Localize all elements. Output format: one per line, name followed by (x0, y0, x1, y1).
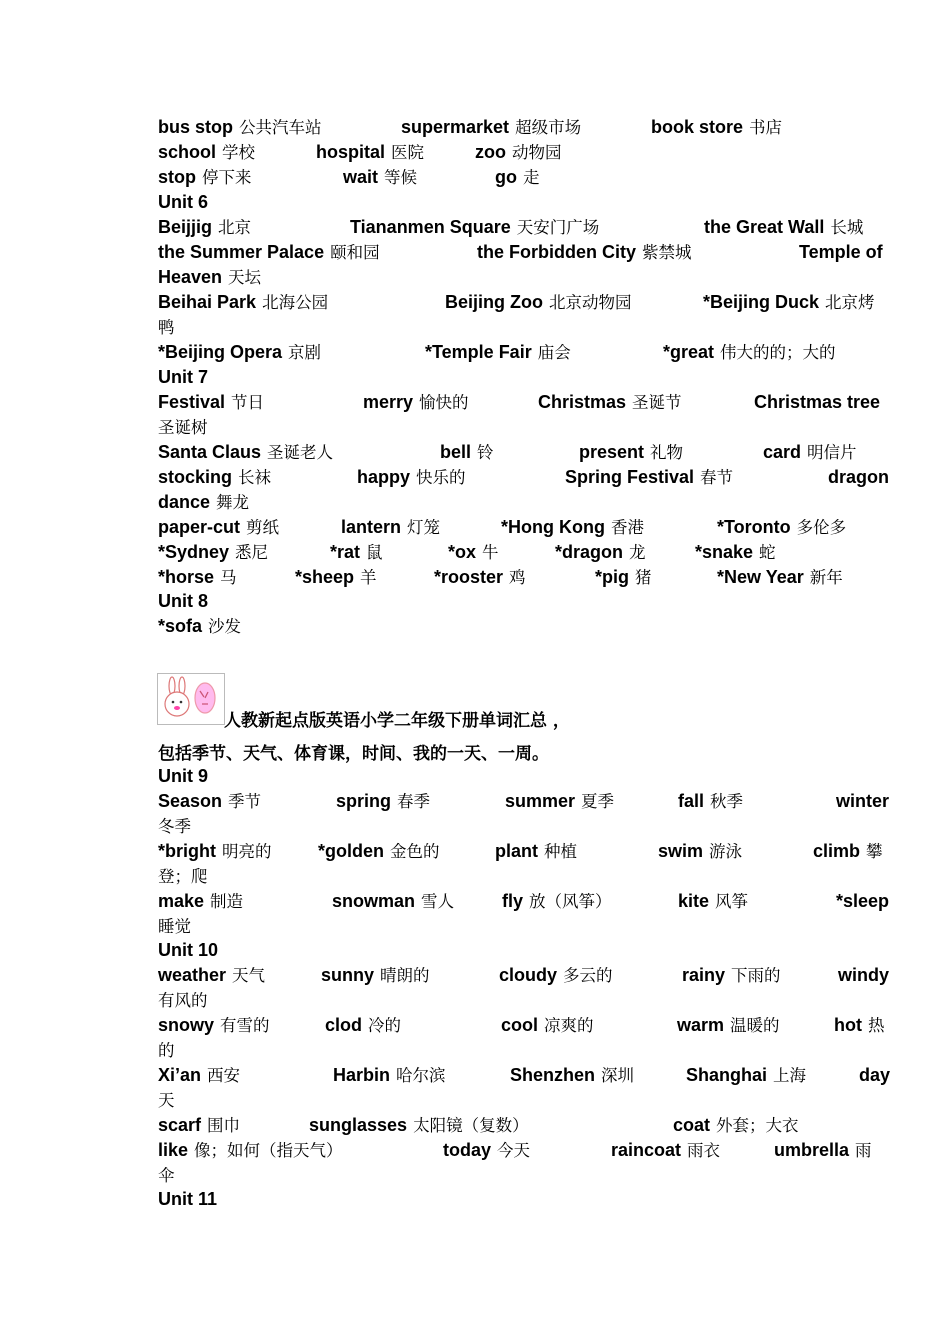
english-word: *great (663, 342, 715, 362)
english-word: sunny (321, 965, 375, 985)
chinese-meaning: 像；如何（指天气） (194, 1141, 343, 1160)
english-word: snowy (158, 1015, 215, 1035)
chinese-meaning: 长袜 (238, 468, 272, 487)
english-word: Beijjig (158, 217, 213, 237)
english-word: *sleep (836, 891, 890, 911)
chinese-meaning: 学校 (222, 143, 256, 162)
chinese-meaning: 新年 (809, 568, 843, 587)
vocab-entry (834, 1013, 884, 1038)
vocab-entry (316, 140, 424, 165)
vocab-entry (611, 1138, 720, 1163)
unit-heading: Unit 6 (158, 192, 209, 212)
vocab-entry (682, 963, 781, 988)
chinese-meaning: 金色的 (390, 842, 440, 861)
chinese-meaning: 雪人 (421, 892, 455, 911)
chinese-meaning: 下雨的 (731, 966, 781, 985)
vocab-entry (325, 1013, 401, 1038)
vocab-entry (678, 789, 743, 814)
english-word: Tiananmen Square (350, 217, 511, 237)
chinese-meaning: 等候 (384, 168, 418, 187)
english-word: kite (678, 891, 710, 911)
vocab-entry (828, 465, 889, 490)
chinese-meaning: 悉尼 (235, 543, 269, 562)
english-word: *horse (158, 567, 215, 587)
vocab-entry (158, 614, 241, 639)
chinese-meaning: 伞 (158, 1166, 175, 1185)
vocab-entry (445, 290, 632, 315)
english-word: *New Year (717, 567, 804, 587)
vocab-entry (158, 440, 333, 465)
english-word: Santa Claus (158, 442, 262, 462)
vocab-entry (475, 140, 562, 165)
vocab-entry (813, 839, 883, 864)
english-word: present (579, 442, 645, 462)
vocab-entry (158, 515, 279, 540)
english-word: the Summer Palace (158, 242, 325, 262)
vocab-entry (333, 1063, 446, 1088)
english-word: hospital (316, 142, 386, 162)
chinese-meaning: 鼠 (366, 543, 383, 562)
english-word: clod (325, 1015, 363, 1035)
vocab-entry (495, 839, 577, 864)
section-title: 人教新起点版英语小学二年级下册单词汇总 ， (224, 711, 570, 731)
vocab-entry (499, 963, 613, 988)
vocab-entry (695, 540, 776, 565)
english-word: Season (158, 791, 223, 811)
chinese-meaning: 春季 (397, 792, 431, 811)
vocab-entry (579, 440, 683, 465)
vocab-entry (158, 290, 328, 315)
vocab-entry (505, 789, 614, 814)
chinese-meaning: 愉快的 (419, 393, 469, 412)
vocab-entry (673, 1113, 799, 1138)
chinese-meaning: 礼物 (650, 443, 684, 462)
chinese-meaning: 温暖的 (730, 1016, 780, 1035)
english-word: *golden (318, 841, 384, 861)
chinese-meaning: 北京 (218, 218, 252, 237)
english-word: school (158, 142, 217, 162)
chinese-meaning: 天安门广场 (516, 218, 600, 237)
english-word: bus stop (158, 117, 233, 137)
chinese-meaning: 春节 (700, 468, 734, 487)
vocab-entry (836, 889, 889, 914)
chinese-meaning: 京剧 (288, 343, 322, 362)
english-word: card (763, 442, 802, 462)
unit-heading: Unit 8 (158, 591, 209, 611)
vocab-entry (704, 215, 863, 240)
unit-heading: Unit 10 (158, 940, 219, 960)
chinese-meaning: 圣诞树 (158, 418, 208, 437)
vocab-entry (158, 1063, 240, 1088)
vocab-entry (158, 540, 268, 565)
chinese-meaning: 攀 (866, 842, 883, 861)
vocab-entry (321, 963, 430, 988)
vocab-entry (341, 515, 440, 540)
vocab-entry (158, 889, 243, 914)
vocab-entry (332, 889, 454, 914)
english-word: fall (678, 791, 705, 811)
english-word: *Temple Fair (425, 342, 532, 362)
chinese-meaning: 天 (158, 1091, 175, 1110)
english-word: the Forbidden City (477, 242, 636, 262)
vocab-entry (158, 1038, 175, 1063)
english-word: *snake (695, 542, 754, 562)
english-word: stocking (158, 467, 233, 487)
vocab-entry (658, 839, 742, 864)
english-word: Xi’an (158, 1065, 202, 1085)
english-word: happy (357, 467, 411, 487)
chinese-meaning: 天气 (232, 966, 266, 985)
english-word: *Beijing Opera (158, 342, 283, 362)
english-word: dragon (828, 467, 889, 487)
rabbit-logo-icon (157, 673, 225, 725)
english-word: plant (495, 841, 538, 861)
vocab-entry (158, 140, 255, 165)
unit-heading: Unit 9 (158, 766, 209, 786)
chinese-meaning: 制造 (210, 892, 244, 911)
vocab-entry (158, 240, 380, 265)
english-word: the Great Wall (704, 217, 825, 237)
english-word: Beihai Park (158, 292, 257, 312)
vocab-entry (859, 1063, 890, 1088)
english-word: *sofa (158, 616, 203, 636)
vocab-entry (510, 1063, 634, 1088)
chinese-meaning: 放（风筝） (529, 892, 612, 911)
chinese-meaning: 上海 (773, 1066, 807, 1085)
chinese-meaning: 种植 (544, 842, 577, 861)
chinese-meaning: 围巾 (207, 1116, 241, 1135)
chinese-meaning: 凉爽的 (544, 1016, 594, 1035)
english-word: *sheep (295, 567, 355, 587)
chinese-meaning: 走 (523, 168, 540, 187)
chinese-meaning: 登；爬 (158, 867, 208, 886)
vocab-entry (555, 540, 646, 565)
english-word: cloudy (499, 965, 558, 985)
vocab-entry (799, 240, 883, 265)
vocab-entry (443, 1138, 530, 1163)
chinese-meaning: 秋季 (710, 792, 744, 811)
english-word: scarf (158, 1115, 202, 1135)
vocab-entry (343, 165, 417, 190)
english-word: *rat (330, 542, 361, 562)
vocab-entry (440, 440, 494, 465)
chinese-meaning: 长城 (830, 218, 864, 237)
english-word: sunglasses (309, 1115, 408, 1135)
chinese-meaning: 铃 (477, 443, 494, 462)
chinese-meaning: 庙会 (537, 343, 571, 362)
english-word: Shenzhen (510, 1065, 596, 1085)
vocab-entry (158, 1138, 343, 1163)
vocab-entry (717, 515, 846, 540)
chinese-meaning: 深圳 (601, 1066, 635, 1085)
english-word: *Sydney (158, 542, 230, 562)
chinese-meaning: 医院 (391, 143, 425, 162)
chinese-meaning: 冷的 (368, 1016, 402, 1035)
vocab-entry (158, 988, 208, 1013)
vocab-entry (495, 165, 540, 190)
chinese-meaning: 北京烤 (825, 293, 875, 312)
vocab-entry (158, 490, 249, 515)
english-word: zoo (475, 142, 506, 162)
chinese-meaning: 风筝 (715, 892, 749, 911)
vocab-entry (595, 565, 652, 590)
chinese-meaning: 冬季 (158, 817, 191, 836)
english-word: *Hong Kong (501, 517, 605, 537)
english-word: cool (501, 1015, 539, 1035)
english-word: warm (677, 1015, 725, 1035)
english-word: winter (836, 791, 890, 811)
vocab-entry (425, 340, 571, 365)
chinese-meaning: 香港 (610, 518, 644, 537)
vocab-entry (663, 340, 836, 365)
vocab-entry (501, 1013, 594, 1038)
english-word: dance (158, 492, 211, 512)
english-word: stop (158, 167, 196, 187)
chinese-meaning: 马 (220, 568, 237, 587)
english-word: make (158, 891, 205, 911)
vocab-entry (158, 963, 265, 988)
english-word: summer (505, 791, 576, 811)
english-word: merry (363, 392, 414, 412)
vocab-entry (357, 465, 466, 490)
unit-heading: Unit 11 (158, 1189, 218, 1209)
vocab-entry (434, 565, 526, 590)
vocab-entry (686, 1063, 806, 1088)
english-word: *Beijing Duck (703, 292, 820, 312)
chinese-meaning: 颐和园 (330, 243, 380, 262)
vocab-entry (158, 1088, 175, 1113)
chinese-meaning: 鸭 (158, 318, 175, 337)
english-word: Beijing Zoo (445, 292, 543, 312)
chinese-meaning: 圣诞节 (632, 393, 682, 412)
chinese-meaning: 伟大的的；大的 (720, 343, 836, 362)
vocab-entry (295, 565, 377, 590)
english-word: *ox (448, 542, 477, 562)
vocab-entry (678, 889, 748, 914)
chinese-meaning: 天坛 (228, 268, 262, 287)
vocab-entry (158, 115, 322, 140)
chinese-meaning: 蛇 (759, 543, 776, 562)
vocab-entry (158, 914, 191, 939)
chinese-meaning: 热 (867, 1016, 885, 1035)
chinese-meaning: 羊 (360, 568, 377, 587)
chinese-meaning: 舞龙 (216, 493, 250, 512)
chinese-meaning: 灯笼 (407, 518, 441, 537)
chinese-meaning: 超级市场 (515, 118, 582, 137)
vocab-entry (838, 963, 889, 988)
chinese-meaning: 沙发 (208, 617, 242, 636)
english-word: spring (336, 791, 392, 811)
chinese-meaning: 动物园 (512, 143, 562, 162)
vocab-entry (401, 115, 581, 140)
english-word: rainy (682, 965, 726, 985)
english-word: paper-cut (158, 517, 241, 537)
english-word: Harbin (333, 1065, 391, 1085)
vocab-entry (502, 889, 612, 914)
vocab-entry (158, 315, 175, 340)
english-word: coat (673, 1115, 711, 1135)
chinese-meaning: 猪 (635, 568, 652, 587)
english-word: Shanghai (686, 1065, 768, 1085)
vocab-entry (158, 814, 191, 839)
english-word: fly (502, 891, 524, 911)
vocab-entry (158, 165, 252, 190)
chinese-meaning: 多伦多 (796, 518, 847, 537)
english-word: bell (440, 442, 472, 462)
english-word: Christmas tree (754, 392, 881, 412)
english-word: lantern (341, 517, 402, 537)
vocab-entry (318, 839, 440, 864)
english-word: like (158, 1140, 189, 1160)
vocab-entry (158, 1013, 270, 1038)
vocab-entry (158, 565, 237, 590)
vocab-entry (309, 1113, 529, 1138)
chinese-meaning: 公共汽车站 (239, 118, 322, 137)
vocab-entry (158, 1113, 240, 1138)
vocab-entry (477, 240, 692, 265)
vocab-entry (158, 465, 271, 490)
english-word: Christmas (538, 392, 627, 412)
english-word: Temple of (799, 242, 883, 262)
vocab-entry (836, 789, 889, 814)
vocab-entry (754, 390, 880, 415)
chinese-meaning: 太阳镜（复数） (413, 1116, 529, 1135)
chinese-meaning: 明信片 (807, 443, 857, 462)
chinese-meaning: 明亮的 (222, 842, 272, 861)
vocab-entry (158, 1163, 175, 1188)
chinese-meaning: 睡觉 (158, 917, 191, 936)
chinese-meaning: 鸡 (509, 568, 526, 587)
english-word: climb (813, 841, 861, 861)
english-word: snowman (332, 891, 416, 911)
vocab-entry (336, 789, 430, 814)
chinese-meaning: 哈尔滨 (396, 1066, 446, 1085)
chinese-meaning: 的 (158, 1041, 175, 1060)
english-word: go (495, 167, 517, 187)
chinese-meaning: 西安 (207, 1066, 241, 1085)
chinese-meaning: 有雪的 (220, 1016, 270, 1035)
vocab-entry (363, 390, 469, 415)
section-subtitle: 包括季节、天气、体育课，时间、我的一天、一周。 (158, 744, 549, 764)
english-word: weather (158, 965, 227, 985)
english-word: raincoat (611, 1140, 682, 1160)
english-word: wait (343, 167, 379, 187)
english-word: *pig (595, 567, 629, 587)
english-word: hot (834, 1015, 862, 1035)
chinese-meaning: 节日 (231, 393, 265, 412)
chinese-meaning: 北京动物园 (549, 293, 632, 312)
english-word: swim (658, 841, 704, 861)
english-word: supermarket (401, 117, 510, 137)
vocab-entry (565, 465, 733, 490)
chinese-meaning: 今天 (497, 1141, 531, 1160)
chinese-meaning: 雨 (855, 1141, 872, 1160)
chinese-meaning: 紫禁城 (642, 243, 692, 262)
chinese-meaning: 季节 (228, 792, 262, 811)
vocab-entry (677, 1013, 780, 1038)
english-word: windy (838, 965, 890, 985)
chinese-meaning: 停下来 (202, 168, 252, 187)
english-word: *Toronto (717, 517, 791, 537)
english-word: day (859, 1065, 891, 1085)
chinese-meaning: 书店 (749, 118, 783, 137)
vocab-entry (501, 515, 644, 540)
chinese-meaning: 有风的 (158, 991, 208, 1010)
chinese-meaning: 快乐的 (416, 468, 466, 487)
chinese-meaning: 游泳 (709, 842, 743, 861)
vocab-entry (538, 390, 682, 415)
chinese-meaning: 龙 (629, 543, 646, 562)
chinese-meaning: 夏季 (581, 792, 615, 811)
vocab-entry (158, 415, 208, 440)
english-word: Festival (158, 392, 226, 412)
vocab-entry (703, 290, 875, 315)
chinese-meaning: 牛 (482, 543, 499, 562)
vocab-entry (448, 540, 499, 565)
english-word: *dragon (555, 542, 624, 562)
english-word: Heaven (158, 267, 223, 287)
vocab-entry (158, 390, 264, 415)
chinese-meaning: 晴朗的 (380, 966, 430, 985)
unit-heading: Unit 7 (158, 367, 209, 387)
vocab-entry (158, 839, 272, 864)
vocab-entry (774, 1138, 872, 1163)
chinese-meaning: 北海公园 (262, 293, 329, 312)
chinese-meaning: 多云的 (563, 966, 613, 985)
chinese-meaning: 雨衣 (687, 1141, 721, 1160)
vocab-entry (651, 115, 782, 140)
english-word: today (443, 1140, 492, 1160)
english-word: *rooster (434, 567, 504, 587)
vocab-entry (158, 265, 261, 290)
vocab-entry (158, 215, 251, 240)
english-word: book store (651, 117, 744, 137)
chinese-meaning: 剪纸 (246, 518, 280, 537)
vocab-entry (158, 340, 321, 365)
english-word: umbrella (774, 1140, 850, 1160)
vocab-entry (763, 440, 857, 465)
chinese-meaning: 圣诞老人 (267, 443, 334, 462)
vocab-entry (158, 864, 208, 889)
english-word: *bright (158, 841, 216, 861)
chinese-meaning: 外套；大衣 (716, 1116, 799, 1135)
vocab-entry (330, 540, 383, 565)
vocab-entry (350, 215, 599, 240)
vocab-entry (717, 565, 843, 590)
vocab-entry (158, 789, 261, 814)
english-word: Spring Festival (565, 467, 695, 487)
